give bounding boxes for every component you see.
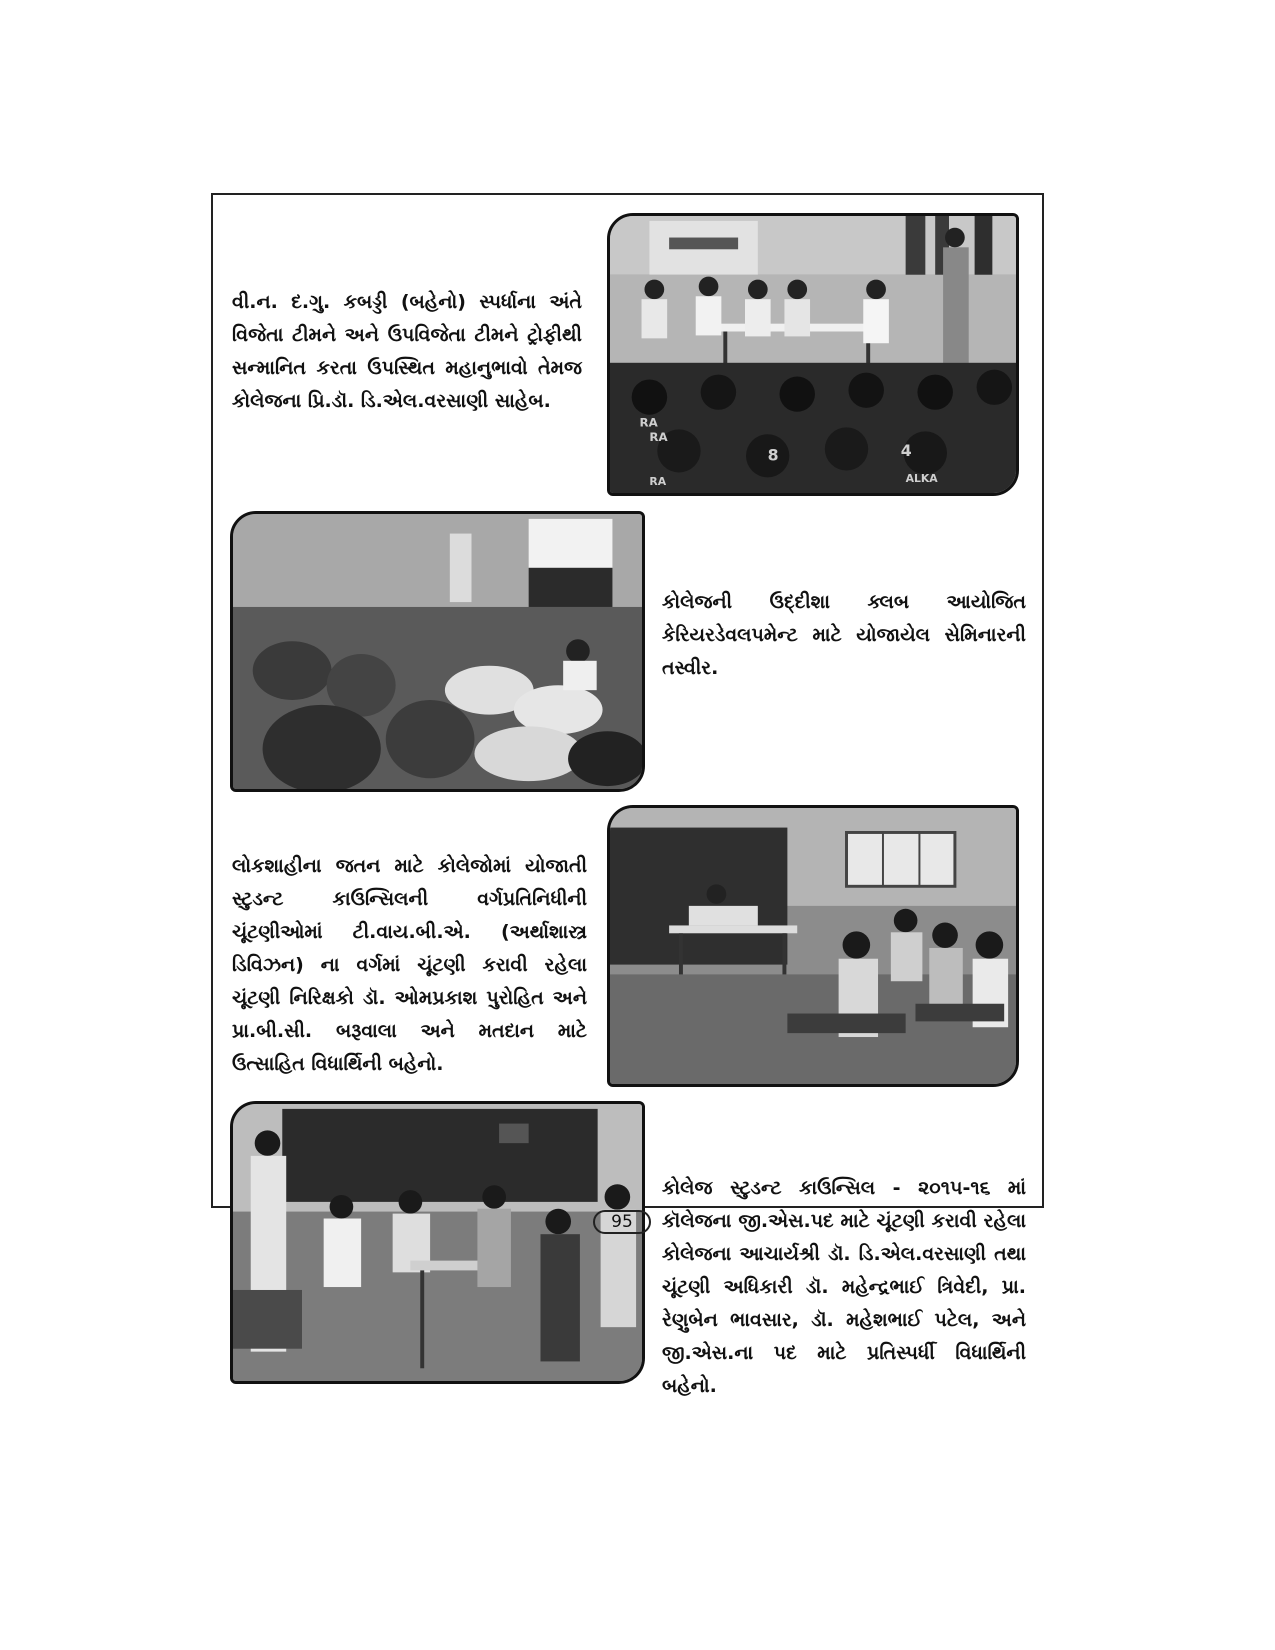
page-number: 95 [593,1210,651,1234]
jersey-text: 4 [900,440,912,460]
caption-kabaddi-award: વી.ન. દ.ગુ. કબડ્ડી (બહેનો) સ્પર્ધાના અંતે વિજેતા ટીમને અને ઉપવિજેતા ટીમને ટ્રોફીથી સન્માનિત કરતા ઉપસ્થિત મહાનુભાવો તેમજ કોલેજના પ્રિ.ડૉ. ડિ.એલ.વરસાણી સાહેબ. [232,291,582,412]
jersey-text: RA [639,415,658,430]
caption-class-election: લોકશાહીના જતન માટે કોલેજોમાં યોજાતી સ્ટુડન્ટ કાઉન્સિલની વર્ગપ્રતિનિધીની ચૂંટણીઓમાં ટી.વાય.બી.એ. (અર્થાશાસ્ત્ર ડિવિઝન) ના વર્ગમાં ચૂંટણી કરાવી રહેલા ચૂંટણી નિરિક્ષકો ડૉ. ઓમપ્રકાશ પુરોહિત અને પ્રા.બી.સી. બરૂવાલા અને મતદાન માટે ઉત્સાહિત વિધાર્થિની બહેનો. [232,855,587,1075]
jersey-text: RA [649,430,668,445]
photo-class-election [607,805,1019,1087]
jersey-text: RA [649,475,667,489]
photo-career-seminar [230,511,645,792]
jersey-text: ALKA [905,472,938,486]
jersey-text: 8 [767,445,779,465]
photo-gs-election [230,1101,645,1384]
caption-career-seminar: કોલેજની ઉદ્દીશા ક્લબ આયોજિત કેરિયરડેવલપમેન્ટ માટે યોજાયેલ સેમિનારની તસ્વીર. [662,591,1026,679]
caption-gs-election: કોલેજ સ્ટુડન્ટ કાઉન્સિલ - ૨૦૧૫-૧૬ માં કૉલેજના જી.એસ.પદ માટે ચૂંટણી કરાવી રહેલા કોલેજના આચાર્યશ્રી ડૉ. ડિ.એલ.વરસાણી તથા ચૂંટણી અધિકારી ડૉ. મહેન્દ્રભાઈ ત્રિવેદી, પ્રા. રેણુબેન ભાવસાર, ડૉ. મહેશભાઈ પટેલ, અને જી.એસ.ના પદ માટે પ્રતિસ્પર્ધી વિધાર્થિની બહેનો. [662,1177,1026,1397]
photo-kabaddi-award [607,213,1019,496]
